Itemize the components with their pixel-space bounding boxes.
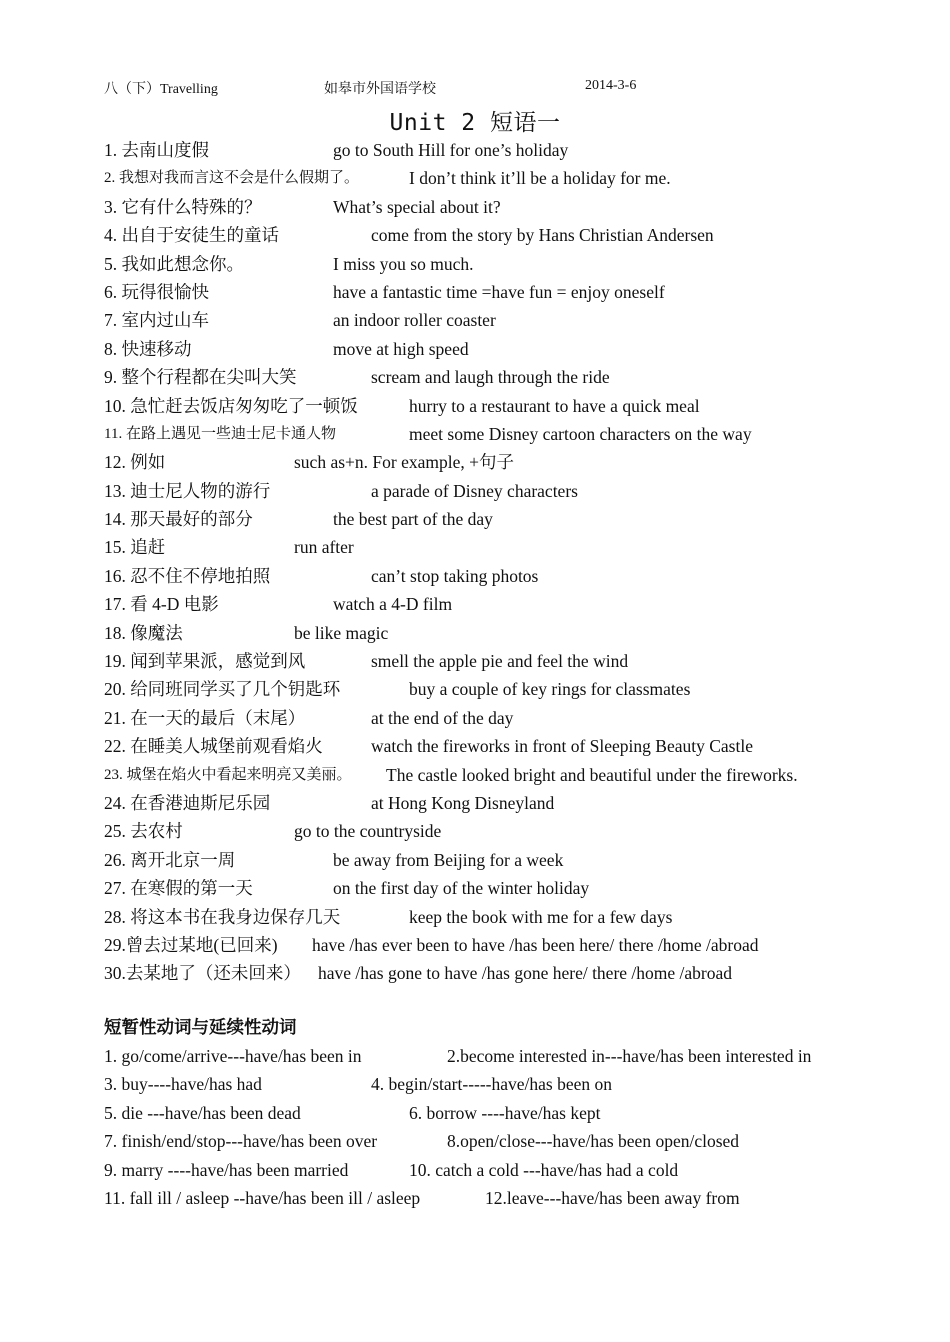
verb-item: 1. go/come/arrive---have/has been in: [104, 1046, 362, 1066]
phrase-english: run after: [294, 537, 354, 558]
phrase-chinese: 3. 它有什么特殊的？: [104, 196, 262, 217]
phrase-english: on the first day of the winter holiday: [333, 878, 590, 899]
phrase-row: [104, 420, 924, 448]
phrase-row: [104, 761, 924, 789]
phrase-chinese: 13. 迪士尼人物的游行: [104, 480, 271, 501]
phrase-english: have /has gone to have /has gone here/ there /home /abroad: [318, 963, 733, 984]
phrase-row: [104, 903, 924, 931]
verb-item: 2.become interested in---have/has been interested in: [447, 1046, 812, 1066]
phrase-english: The castle looked bright and beautiful under the fireworks.: [386, 764, 798, 785]
phrase-english: move at high speed: [333, 338, 469, 359]
phrase-english: keep the book with me for a few days: [409, 906, 673, 927]
phrase-english: What’s special about it?: [333, 196, 501, 217]
phrase-english: I miss you so much.: [333, 253, 474, 274]
phrase-row: [104, 335, 924, 363]
phrase-chinese: 19. 闻到苹果派，感觉到风: [104, 651, 306, 672]
phrase-english: a parade of Disney characters: [371, 480, 578, 501]
phrase-english: an indoor roller coaster: [333, 310, 496, 331]
phrase-chinese: 29.曾去过某地(已回来): [104, 934, 278, 955]
phrase-chinese: 15. 追赶: [104, 537, 166, 558]
phrase-row: [104, 193, 924, 221]
phrase-chinese: 6. 玩得很愉快: [104, 281, 209, 302]
verb-item: 5. die ---have/has been dead: [104, 1102, 301, 1123]
phrase-chinese: 1. 去南山度假: [104, 140, 209, 160]
phrase-english: smell the apple pie and feel the wind: [371, 651, 629, 672]
phrase-chinese: 28. 将这本书在我身边保存几天: [104, 906, 341, 927]
phrase-chinese: 16. 忍不住不停地拍照: [104, 565, 271, 586]
phrase-row: [104, 363, 924, 391]
phrase-chinese: 27. 在寒假的第一天: [104, 878, 253, 899]
phrase-row: [104, 562, 924, 590]
phrase-chinese: 5. 我如此想念你。: [104, 253, 244, 274]
page-title: Unit 2 短语一: [389, 110, 561, 136]
verb-list: [104, 1042, 924, 1212]
phrase-row: [104, 789, 924, 817]
phrase-row: [104, 675, 924, 703]
phrase-english: be like magic: [294, 622, 389, 643]
phrase-row: [104, 306, 924, 334]
header-course: 八（下）Travelling: [104, 82, 218, 97]
phrase-english: hurry to a restaurant to have a quick meal: [409, 395, 700, 416]
phrase-english: have a fantastic time =have fun = enjoy oneself: [333, 281, 665, 302]
phrase-chinese: 18. 像魔法: [104, 622, 183, 643]
phrase-row: [104, 817, 924, 845]
phrase-chinese: 23. 城堡在焰火中看起来明亮又美丽。: [104, 766, 352, 783]
phrase-english: be away from Beijing for a week: [333, 849, 564, 870]
phrase-english: at Hong Kong Disneyland: [371, 792, 555, 813]
phrase-row: [104, 732, 924, 760]
phrase-chinese: 22. 在睡美人城堡前观看焰火: [104, 736, 323, 757]
phrase-row: [104, 959, 924, 987]
header-school: 如皋市外国语学校: [324, 82, 436, 97]
phrase-chinese: 2. 我想对我而言这不会是什么假期了。: [104, 170, 360, 187]
phrase-row: [104, 164, 924, 192]
section-heading: 短暂性动词与延续性动词: [104, 1018, 297, 1038]
verb-item: 4. begin/start-----have/has been on: [371, 1074, 613, 1095]
phrase-chinese: 10. 急忙赶去饭店匆匆吃了一顿饭: [104, 395, 358, 416]
phrase-chinese: 17. 看 4-D 电影: [104, 594, 219, 615]
phrase-row: [104, 846, 924, 874]
phrase-english: have /has ever been to have /has been here/ there /home /abroad: [312, 934, 759, 955]
phrase-row: [104, 533, 924, 561]
phrase-english: can’t stop taking photos: [371, 565, 539, 586]
phrase-row: [104, 505, 924, 533]
phrase-english: watch a 4-D film: [333, 594, 453, 615]
phrase-chinese: 24. 在香港迪斯尼乐园: [104, 792, 271, 813]
verb-row: [104, 1099, 924, 1127]
phrase-english: scream and laugh through the ride: [371, 367, 610, 388]
phrase-chinese: 26. 离开北京一周: [104, 849, 236, 870]
verb-item: 6. borrow ----have/has kept: [409, 1102, 601, 1123]
phrase-english: I don’t think it’ll be a holiday for me.: [409, 168, 671, 189]
phrase-chinese: 30.去某地了（还未回来）: [104, 963, 301, 984]
verb-row: [104, 1042, 924, 1070]
phrase-row: [104, 619, 924, 647]
phrase-row: [104, 392, 924, 420]
verb-row: [104, 1127, 924, 1155]
phrase-english: watch the fireworks in front of Sleeping Beauty Castle: [371, 736, 753, 757]
phrase-chinese: 11. 在路上遇见一些迪士尼卡通人物: [104, 425, 336, 442]
phrase-row: [104, 278, 924, 306]
phrase-chinese: 14. 那天最好的部分: [104, 509, 253, 530]
phrase-english: buy a couple of key rings for classmates: [409, 679, 691, 700]
phrase-row: [104, 250, 924, 278]
verb-row: [104, 1070, 924, 1098]
phrase-row: [104, 704, 924, 732]
verb-item: 10. catch a cold ---have/has had a cold: [409, 1159, 679, 1180]
header-date: 2014-3-6: [585, 78, 637, 93]
page-header: [0, 78, 950, 98]
verb-item: 12.leave---have/has been away from: [485, 1187, 740, 1208]
phrase-english: go to South Hill for one’s holiday: [333, 140, 569, 160]
phrase-list: [104, 136, 924, 988]
phrase-row: [104, 647, 924, 675]
phrase-chinese: 20. 给同班同学买了几个钥匙环: [104, 679, 341, 700]
phrase-chinese: 12. 例如: [104, 452, 166, 473]
verb-item: 8.open/close---have/has been open/closed: [447, 1131, 740, 1152]
phrase-chinese: 7. 室内过山车: [104, 310, 209, 331]
phrase-chinese: 9. 整个行程都在尖叫大笑: [104, 367, 297, 388]
phrase-english: at the end of the day: [371, 707, 514, 728]
phrase-chinese: 21. 在一天的最后（末尾）: [104, 707, 306, 728]
phrase-english: meet some Disney cartoon characters on the way: [409, 423, 752, 444]
phrase-english: such as+n. For example, +句子: [294, 452, 514, 473]
phrase-english: the best part of the day: [333, 509, 493, 530]
phrase-row: [104, 136, 924, 164]
verb-row: [104, 1156, 924, 1184]
phrase-row: [104, 448, 924, 476]
phrase-chinese: 8. 快速移动: [104, 338, 192, 359]
verb-item: 3. buy----have/has had: [104, 1074, 262, 1095]
phrase-chinese: 25. 去农村: [104, 821, 183, 842]
verb-row: [104, 1184, 924, 1212]
phrase-chinese: 4. 出自于安徒生的童话: [104, 225, 279, 246]
phrase-row: [104, 221, 924, 249]
verb-item: 9. marry ----have/has been married: [104, 1159, 349, 1180]
phrase-row: [104, 590, 924, 618]
phrase-row: [104, 874, 924, 902]
phrase-row: [104, 931, 924, 959]
phrase-english: go to the countryside: [294, 821, 442, 842]
verb-item: 11. fall ill / asleep --have/has been ill / asleep: [104, 1187, 421, 1208]
phrase-row: [104, 477, 924, 505]
phrase-english: come from the story by Hans Christian Andersen: [371, 225, 714, 246]
verb-item: 7. finish/end/stop---have/has been over: [104, 1131, 378, 1152]
